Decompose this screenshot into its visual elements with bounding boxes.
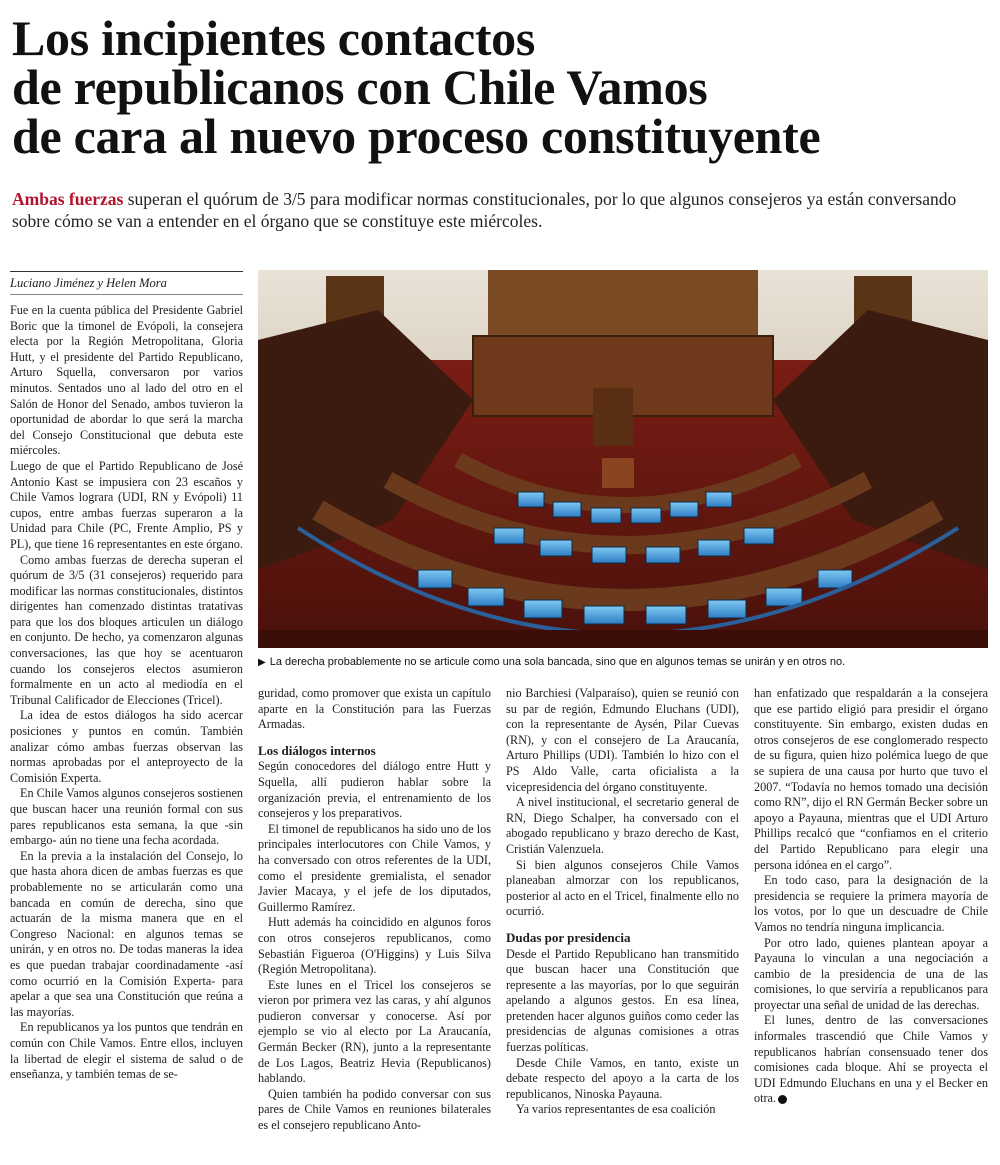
photo-caption (258, 655, 988, 670)
paragraph: Por otro lado, quienes plantean apoyar a Payauna lo vinculan a una negociación a cambio de la presidencia de una de las comisiones, lo que serviría a republicanos para proyectar una señal de unidad de las derechas. (754, 935, 988, 1012)
paragraph: Desde Chile Vamos, en tanto, existe un debate respecto del apoyo a la carta de los republicanos, Ninoska Payauna. (506, 1055, 739, 1101)
paragraph: En republicanos ya los puntos que tendrán en común con Chile Vamos. Entre ellos, incluyen la libertad de elegir el sistema de salud o de enseñanza, y también temas de se- (10, 1020, 243, 1082)
article-column-3 (506, 686, 739, 1163)
paragraph: Ya varios representantes de esa coalición (516, 1102, 716, 1117)
paragraph: La idea de estos diálogos ha sido acercar posiciones y puntos en común. También analizar cómo ambas fuerzas observan las normas aprobadas por el anteproyecto de la Comisión Experta. (10, 708, 243, 785)
paragraph: Este lunes en el Tricel los consejeros se vieron por primera vez las caras, y ahí algunos pudieron conversar y conocerse. Así por ejemplo se vio al electo por La Araucanía, Germán Becker (RN), junto a la representante de Los Lagos, Beatriz Hevia (Republicanos) hablando. (258, 977, 491, 1086)
headline-line-1: Los incipientes contactos (12, 10, 536, 66)
senate-chamber-illustration (258, 270, 988, 648)
paragraph: Si bien algunos consejeros Chile Vamos planeaban almorzar con los republicanos, posterior al acto en el Tricel, finalmente ello no ocurrió. (506, 857, 739, 919)
paragraph: En Chile Vamos algunos consejeros sostienen que buscan hacer una reunión formal con sus pares republicanos esta semana, la que -sin embargo- aún no tiene una fecha acordada. (10, 786, 243, 848)
section-heading: Los diálogos internos (258, 742, 376, 758)
paragraph: han enfatizado que respaldarán a la consejera que ese partido eligió para presidir el órgano constituyente. Sin embargo, existen dudas en otros consejeros de ese conglomerado respecto de su figura, quien hizo polémica luego de que se supiera de una causa por hurto que tuvo el 2007. “Todavía no hemos tomado una decisión como RN”, dijo el RN Germán Becker sobre un apoyo a Payauna, mientras que el UDI Arturo Phillips recalcó que “confiamos en el criterio del Partido Republicano para elegir una persona idónea en el cargo”. (754, 686, 988, 872)
paragraph: En todo caso, para la designación de la presidencia se requiere la primera mayoría de los votos, por lo que un descuadre de Chile Vamos no tendría ninguna implicancia. (754, 873, 988, 934)
paragraph: A nivel institucional, el secretario general de RN, Diego Schalper, ha conversado con el abogado republicano y brazo derecho de Kast, Cristián Valenzuela. (506, 795, 739, 856)
lead-text: superan el quórum de 3/5 para modificar normas constitucionales, por lo que algunos consejeros ya están conversando sobre cómo se van a entender en el órgano que se constituye este miércoles. (12, 189, 957, 231)
paragraph (754, 1013, 988, 1107)
paragraph: Hutt además ha coincidido en algunos foros con otros consejeros republicanos, como Sebastián Figueroa (O'Higgins) y Luis Silva (Región Metropolitana). (258, 915, 491, 977)
paragraph: En la previa a la instalación del Consejo, lo que hasta ahora dicen de ambas fuerzas es que probablemente no se articularán como una bancada en común de derecha, sino que actuarán de la misma manera que en el Congreso Nacional: en algunos temas se unirán, y en otros no. De todas maneras la idea es que puedan trabajar coordinadamente -así como ocurrió en la Comisión Experta- para apelar a que sea una Constitución que reúna a las mayorías. (10, 848, 243, 1019)
paragraph: Como ambas fuerzas de derecha superan el quórum de 3/5 (31 consejeros) requerido para modificar las normas constitucionales, distintos dirigentes han comenzado distintas tratativas para que los dos bloques articulen un diálogo en conjunto. De hecho, ya comenzaron algunas conversaciones, las que hoy se acentuaron cuando los consejeros electos asumieron formalmente en un acto al mediodía en el Tribunal Calificador de Elecciones (Tricel). (10, 552, 243, 707)
article-column-2 (258, 686, 491, 1163)
paragraph-text: El lunes, dentro de las conversaciones informales trascendió que Chile Vamos y republicanos habrían consensuado tener dos comisiones cada bloque. Ahí se proyecta el UDI Edmundo Eluchans en una y el Becker en otra. (754, 1013, 988, 1106)
headline-line-3: de cara al nuevo proceso constituyente (12, 108, 821, 164)
headline-line-2: de republicanos con Chile Vamos (12, 59, 708, 115)
lead-paragraph (12, 188, 987, 232)
paragraph: Según conocedores del diálogo entre Hutt y Squella, allí pudieron hablar sobre la organización previa, el entrenamiento de los consejeros y los preparativos. (258, 759, 491, 821)
headline (12, 10, 992, 164)
paragraph: Quien también ha podido conversar con sus pares de Chile Vamos en reuniones bilaterales es el consejero republicano Anto- (258, 1086, 491, 1133)
paragraph: Desde el Partido Republicano han transmitido que buscan hacer una Constitución que represente a las mayorías, por lo que seguirán apelando a algunos gestos. En esa línea, pretenden hacer algunos guiños como ceder las presidencias de algunas comisiones a otras fuerzas políticas. (506, 946, 739, 1055)
senate-chamber-photo (258, 270, 988, 648)
paragraph: guridad, como promover que exista un capítulo aparte en la Constitución para las Fuerzas Armadas. (258, 686, 491, 732)
caption-text: La derecha probablemente no se articule como una sola bancada, sino que en algunos temas se unirán y en otros no. (269, 656, 846, 668)
article-column-4 (754, 686, 988, 1163)
paragraph: nio Barchiesi (Valparaíso), quien se reunió con su par de región, Edmundo Eluchans (UDI), con la representante de Aysén, Pilar Cuevas (RN), y con el consejero de La Araucanía, Arturo Phillips (UDI). También lo hizo con el PS Aldo Valle, carta oficialista a la vicepresidencia del órgano constituyente. (506, 686, 739, 794)
paragraph: Fue en la cuenta pública del Presidente Gabriel Boric que la timonel de Evópoli, la consejera electa por la Región Metropolitana, Gloria Hutt, y el presidente del Partido Republicano, Arturo Squella, conversaron por varios minutos. Sentados uno al lado del otro en el Salón de Honor del Senado, ambos tuvieron la oportunidad de abordar lo que será la marcha del Consejo Constitucional que debuta este miércoles. (10, 303, 243, 458)
article-column-1 (10, 303, 243, 1163)
paragraph: Luego de que el Partido Republicano de José Antonio Kast se impusiera con 23 escaños y Chile Vamos lograra (UDI, RN y Evópoli) 11 cupos, entre ambas fuerzas superaron a la Unidad para Chile (PC, Frente Amplio, PS y PL), que tiene 16 representantes en este órgano. (10, 458, 243, 551)
byline: Luciano Jiménez y Helen Mora (10, 271, 243, 295)
paragraph: El timonel de republicanos ha sido uno de los principales interlocutores con Chile Vamos, y ha conversado con otros referentes de la UDI, como el presidente gremialista, el senador Javier Macaya, y el jefe de los diputados, Guillermo Ramírez. (258, 821, 491, 914)
caption-arrow-icon: ▶ (258, 657, 266, 668)
end-of-article-icon (778, 1095, 787, 1104)
lead-accent: Ambas fuerzas (12, 189, 124, 209)
section-heading: Dudas por presidencia (506, 929, 631, 945)
